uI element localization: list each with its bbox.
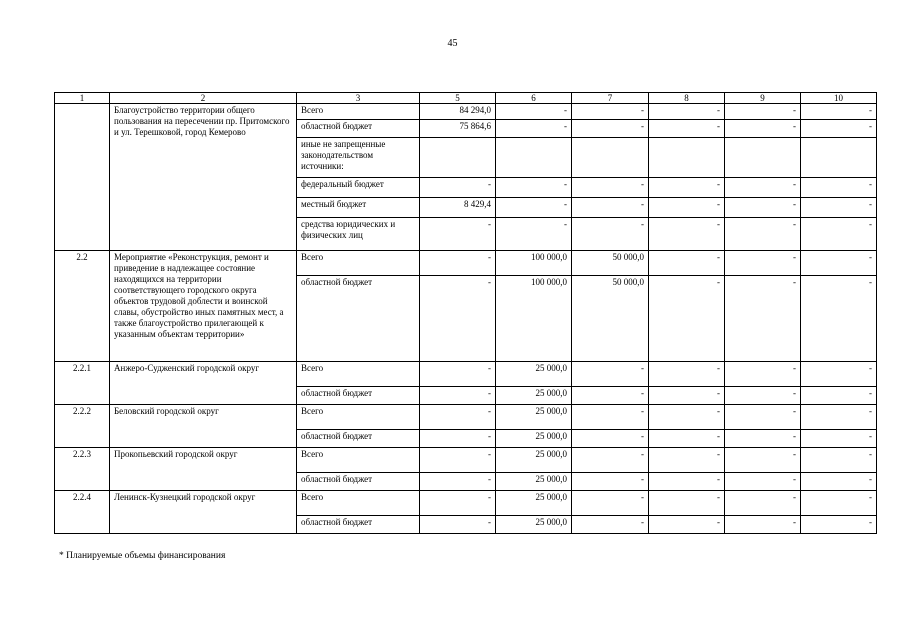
value-cell: - [725, 276, 801, 362]
table-row [55, 362, 877, 387]
value-cell: 100 000,0 [496, 251, 572, 276]
funding-source: Всего [297, 104, 420, 120]
value-cell: - [496, 178, 572, 198]
funding-source: местный бюджет [297, 198, 420, 218]
value-cell: - [801, 104, 877, 120]
row-name: Анжеро-Судженский городской округ [110, 362, 297, 405]
value-cell: - [649, 218, 725, 251]
value-cell: - [725, 430, 801, 448]
value-cell: - [572, 178, 649, 198]
value-cell: - [801, 473, 877, 491]
table-row [55, 405, 877, 430]
value-cell: - [649, 104, 725, 120]
value-cell: - [725, 362, 801, 387]
financing-table [54, 92, 877, 534]
value-cell: 50 000,0 [572, 276, 649, 362]
value-cell: - [496, 218, 572, 251]
column-header: 10 [801, 93, 877, 104]
value-cell: - [725, 120, 801, 138]
value-cell: 25 000,0 [496, 448, 572, 473]
value-cell: - [725, 387, 801, 405]
value-cell: - [496, 120, 572, 138]
row-number: 2.2 [55, 251, 110, 362]
table-row [55, 448, 877, 473]
value-cell: - [420, 405, 496, 430]
column-header: 2 [110, 93, 297, 104]
value-cell: - [725, 405, 801, 430]
column-header: 6 [496, 93, 572, 104]
row-name: Беловский городской округ [110, 405, 297, 448]
value-cell: 84 294,0 [420, 104, 496, 120]
value-cell: - [572, 120, 649, 138]
funding-source: областной бюджет [297, 387, 420, 405]
value-cell: - [801, 448, 877, 473]
row-number: 2.2.2 [55, 405, 110, 448]
value-cell [725, 138, 801, 178]
value-cell [801, 138, 877, 178]
value-cell: - [725, 198, 801, 218]
value-cell: - [420, 276, 496, 362]
column-header: 9 [725, 93, 801, 104]
value-cell: 25 000,0 [496, 491, 572, 516]
value-cell: - [725, 516, 801, 534]
table-row [55, 251, 877, 276]
value-cell: - [801, 276, 877, 362]
value-cell: - [420, 218, 496, 251]
value-cell: - [725, 104, 801, 120]
funding-source: средства юридических и физических лиц [297, 218, 420, 251]
value-cell [420, 138, 496, 178]
footnote: * Планируемые объемы финансирования [59, 551, 226, 561]
value-cell: - [420, 491, 496, 516]
value-cell: - [801, 516, 877, 534]
row-name: Благоустройство территории общего пользования на пересечении пр. Притомского и ул. Терешковой, город Кемерово [110, 104, 297, 251]
row-name: Мероприятие «Реконструкция, ремонт и приведение в надлежащее состояние находящихся на территории соответствующего городского округа объектов трудовой доблести и воинской славы, обустройство иных памятных мест, а также благоустройство прилегающей к указанным объектам территории» [110, 251, 297, 362]
value-cell: - [801, 405, 877, 430]
value-cell [572, 138, 649, 178]
row-name: Прокопьевский городской округ [110, 448, 297, 491]
value-cell: - [420, 387, 496, 405]
value-cell: - [649, 491, 725, 516]
value-cell: - [420, 473, 496, 491]
funding-source: Всего [297, 405, 420, 430]
funding-source: Всего [297, 448, 420, 473]
value-cell: - [801, 218, 877, 251]
table-row [55, 104, 877, 120]
funding-source: областной бюджет [297, 430, 420, 448]
value-cell: - [801, 120, 877, 138]
column-header: 1 [55, 93, 110, 104]
value-cell: - [649, 405, 725, 430]
row-name: Ленинск-Кузнецкий городской округ [110, 491, 297, 534]
value-cell: - [801, 362, 877, 387]
row-number: 2.2.1 [55, 362, 110, 405]
value-cell: - [649, 387, 725, 405]
value-cell: - [572, 448, 649, 473]
column-header: 3 [297, 93, 420, 104]
value-cell: - [572, 473, 649, 491]
value-cell: 75 864,6 [420, 120, 496, 138]
value-cell: - [649, 516, 725, 534]
value-cell: - [725, 491, 801, 516]
value-cell: - [801, 491, 877, 516]
value-cell: - [420, 516, 496, 534]
funding-source: областной бюджет [297, 120, 420, 138]
value-cell: - [420, 448, 496, 473]
value-cell: - [649, 178, 725, 198]
value-cell: 25 000,0 [496, 430, 572, 448]
value-cell: - [649, 473, 725, 491]
funding-source: Всего [297, 491, 420, 516]
value-cell: 50 000,0 [572, 251, 649, 276]
value-cell: - [496, 104, 572, 120]
value-cell: - [649, 251, 725, 276]
value-cell: - [725, 473, 801, 491]
value-cell: - [649, 198, 725, 218]
funding-source: федеральный бюджет [297, 178, 420, 198]
row-number: 2.2.4 [55, 491, 110, 534]
value-cell: - [572, 104, 649, 120]
value-cell: 100 000,0 [496, 276, 572, 362]
funding-source: областной бюджет [297, 473, 420, 491]
value-cell: - [725, 218, 801, 251]
value-cell: - [572, 516, 649, 534]
funding-source: иные не запрещенные законодательством источники: [297, 138, 420, 178]
funding-source: Всего [297, 251, 420, 276]
value-cell: 25 000,0 [496, 387, 572, 405]
value-cell: - [572, 405, 649, 430]
value-cell: 25 000,0 [496, 516, 572, 534]
value-cell [649, 138, 725, 178]
value-cell: - [801, 251, 877, 276]
value-cell: - [649, 120, 725, 138]
funding-source: Всего [297, 362, 420, 387]
value-cell [496, 138, 572, 178]
column-header: 8 [649, 93, 725, 104]
value-cell: - [801, 198, 877, 218]
value-cell: - [725, 448, 801, 473]
value-cell: - [420, 251, 496, 276]
value-cell: - [496, 198, 572, 218]
table-row [55, 491, 877, 516]
row-number: 2.2.3 [55, 448, 110, 491]
value-cell: 25 000,0 [496, 405, 572, 430]
column-header: 7 [572, 93, 649, 104]
value-cell: 8 429,4 [420, 198, 496, 218]
value-cell: - [649, 362, 725, 387]
value-cell: - [420, 178, 496, 198]
column-header: 5 [420, 93, 496, 104]
value-cell: 25 000,0 [496, 473, 572, 491]
value-cell: - [649, 430, 725, 448]
value-cell: - [572, 218, 649, 251]
value-cell: - [649, 276, 725, 362]
value-cell: - [420, 362, 496, 387]
value-cell: - [725, 251, 801, 276]
value-cell: - [649, 448, 725, 473]
value-cell: - [801, 387, 877, 405]
funding-source: областной бюджет [297, 276, 420, 362]
value-cell: - [572, 430, 649, 448]
value-cell: - [420, 430, 496, 448]
value-cell: - [801, 178, 877, 198]
row-number [55, 104, 110, 251]
value-cell: - [572, 491, 649, 516]
funding-source: областной бюджет [297, 516, 420, 534]
value-cell: - [572, 198, 649, 218]
value-cell: - [725, 178, 801, 198]
page-number: 45 [447, 38, 458, 49]
value-cell: 25 000,0 [496, 362, 572, 387]
table-body [55, 93, 877, 534]
value-cell: - [801, 430, 877, 448]
value-cell: - [572, 362, 649, 387]
value-cell: - [572, 387, 649, 405]
table-header-row [55, 93, 877, 104]
